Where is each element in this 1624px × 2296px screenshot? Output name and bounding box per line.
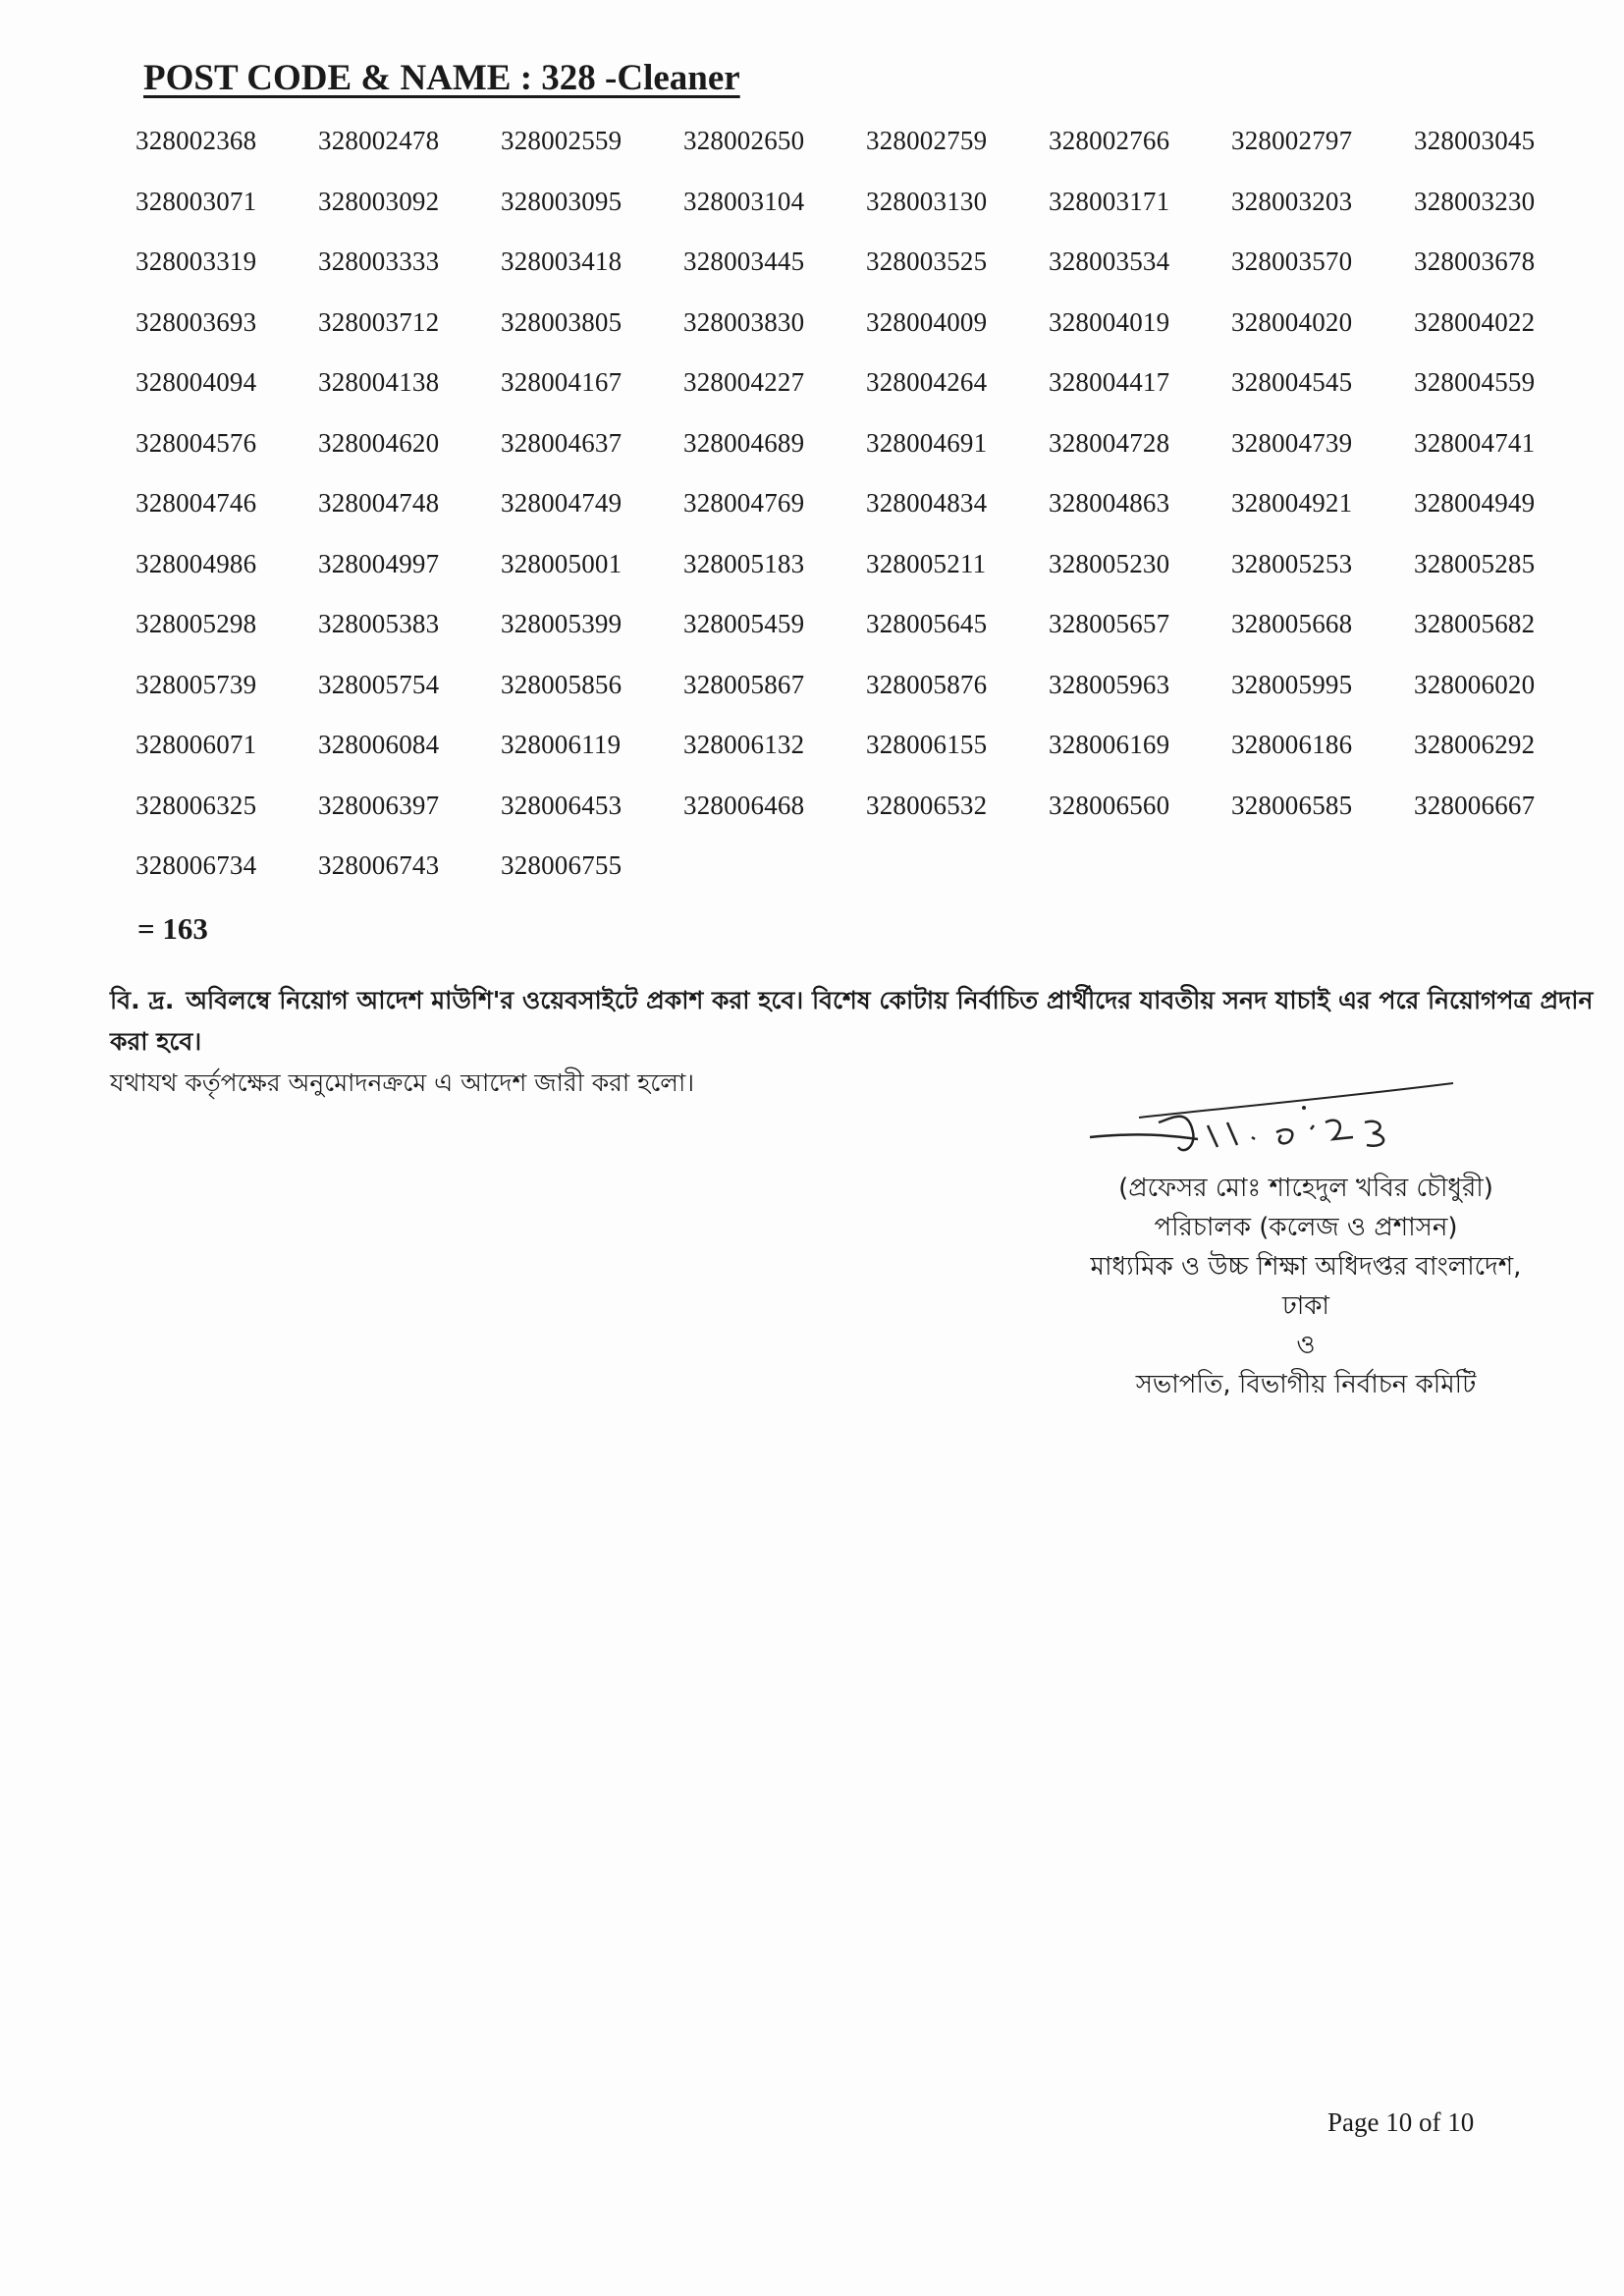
roll-number: 328006325 bbox=[135, 790, 257, 820]
roll-number: 328004020 bbox=[1231, 306, 1353, 337]
roll-number: 328002368 bbox=[135, 126, 257, 155]
roll-number: 328003805 bbox=[501, 306, 623, 337]
roll-number: 328004167 bbox=[501, 367, 623, 397]
roll-number: 328005183 bbox=[683, 548, 805, 578]
roll-number: 328003525 bbox=[866, 246, 988, 276]
roll-number: 328003319 bbox=[135, 246, 257, 276]
roll-number: 328004741 bbox=[1414, 427, 1536, 458]
roll-number: 328006020 bbox=[1414, 669, 1536, 699]
roll-number: 328005963 bbox=[1049, 669, 1170, 699]
roll-number: 328006132 bbox=[683, 730, 805, 759]
roll-number: 328003045 bbox=[1414, 126, 1536, 155]
roll-number: 328003104 bbox=[683, 186, 805, 216]
roll-number: 328004009 bbox=[866, 306, 988, 337]
roll-number: 328006397 bbox=[318, 790, 440, 820]
roll-number: 328004559 bbox=[1414, 367, 1536, 397]
roll-number: 328006667 bbox=[1414, 790, 1536, 820]
roll-number: 328006585 bbox=[1231, 790, 1353, 820]
roll-number-grid bbox=[135, 126, 1597, 911]
roll-number: 328006560 bbox=[1049, 790, 1170, 820]
roll-number: 328006734 bbox=[135, 850, 257, 880]
roll-number: 328006119 bbox=[501, 730, 622, 759]
roll-number: 328003534 bbox=[1049, 246, 1170, 276]
roll-number: 328004022 bbox=[1414, 306, 1536, 337]
roll-number: 328004728 bbox=[1049, 427, 1170, 458]
post-code-heading: POST CODE & NAME : 328 -Cleaner bbox=[143, 58, 740, 98]
roll-number: 328003095 bbox=[501, 186, 623, 216]
roll-number: 328003678 bbox=[1414, 246, 1536, 276]
roll-number: 328004637 bbox=[501, 427, 623, 458]
roll-number: 328004138 bbox=[318, 367, 440, 397]
roll-number: 328002650 bbox=[683, 126, 805, 155]
roll-number: 328005867 bbox=[683, 669, 805, 699]
roll-number: 328004689 bbox=[683, 427, 805, 458]
roll-number: 328005383 bbox=[318, 609, 440, 638]
roll-number: 328004019 bbox=[1049, 306, 1170, 337]
roll-number: 328004769 bbox=[683, 488, 805, 518]
roll-number: 328004748 bbox=[318, 488, 440, 518]
note-line-2: যথাযথ কর্তৃপক্ষের অনুমোদনক্রমে এ আদেশ জারী করা হলো। bbox=[110, 1068, 695, 1097]
roll-number: 328006468 bbox=[683, 790, 805, 820]
roll-number: 328005285 bbox=[1414, 548, 1536, 578]
roll-number: 328005399 bbox=[501, 609, 623, 638]
roll-number: 328002797 bbox=[1231, 126, 1353, 155]
roll-number: 328004863 bbox=[1049, 488, 1170, 518]
roll-number: 328003130 bbox=[866, 186, 988, 216]
roll-number: 328005645 bbox=[866, 609, 988, 638]
roll-number: 328003445 bbox=[683, 246, 805, 276]
roll-number: 328003203 bbox=[1231, 186, 1353, 216]
roll-number: 328003570 bbox=[1231, 246, 1353, 276]
roll-number: 328006755 bbox=[501, 850, 623, 880]
roll-number: 328003830 bbox=[683, 306, 805, 337]
roll-number: 328004417 bbox=[1049, 367, 1170, 397]
roll-number: 328005856 bbox=[501, 669, 623, 699]
roll-number: 328006532 bbox=[866, 790, 988, 820]
roll-number: 328006155 bbox=[866, 730, 988, 759]
roll-number: 328004227 bbox=[683, 367, 805, 397]
total-count: = 163 bbox=[137, 911, 208, 946]
roll-number: 328005298 bbox=[135, 609, 257, 638]
roll-number: 328004949 bbox=[1414, 488, 1536, 518]
handwritten-signature bbox=[1080, 1078, 1473, 1176]
note-label: বি. দ্র. bbox=[110, 986, 175, 1014]
roll-number: 328003171 bbox=[1049, 186, 1170, 216]
roll-number: 328004746 bbox=[135, 488, 257, 518]
roll-number: 328004739 bbox=[1231, 427, 1353, 458]
roll-number: 328003230 bbox=[1414, 186, 1536, 216]
roll-number: 328003071 bbox=[135, 186, 257, 216]
roll-number: 328004620 bbox=[318, 427, 440, 458]
roll-number: 328004264 bbox=[866, 367, 988, 397]
note-line-1 bbox=[110, 980, 1612, 1063]
roll-number: 328004986 bbox=[135, 548, 257, 578]
signatory-role: সভাপতি, বিভাগীয় নির্বাচন কমিটি bbox=[1135, 1370, 1477, 1399]
roll-number: 328005668 bbox=[1231, 609, 1353, 638]
roll-number: 328003418 bbox=[501, 246, 623, 276]
roll-number: 328006186 bbox=[1231, 730, 1353, 759]
roll-number: 328005459 bbox=[683, 609, 805, 638]
roll-number: 328004545 bbox=[1231, 367, 1353, 397]
roll-number: 328005682 bbox=[1414, 609, 1536, 638]
roll-number: 328005657 bbox=[1049, 609, 1170, 638]
signatory-block bbox=[1051, 1169, 1561, 1404]
note-text: অবিলম্বে নিয়োগ আদেশ মাউশি'র ওয়েবসাইটে প্রকাশ করা হবে। বিশেষ কোটায় নির্বাচিত প্রার্থীদের যাবতীয় সনদ যাচাই এর পরে নিয়োগপত্র প্রদান করা হবে। bbox=[110, 986, 1594, 1056]
roll-number: 328002759 bbox=[866, 126, 988, 155]
roll-number: 328005739 bbox=[135, 669, 257, 699]
roll-number: 328003712 bbox=[318, 306, 440, 337]
signatory-conjunction: ও bbox=[1296, 1331, 1316, 1360]
roll-number: 328003092 bbox=[318, 186, 440, 216]
roll-number: 328004576 bbox=[135, 427, 257, 458]
roll-number: 328004997 bbox=[318, 548, 440, 578]
roll-number: 328002766 bbox=[1049, 126, 1170, 155]
roll-number: 328004691 bbox=[866, 427, 988, 458]
roll-number: 328006169 bbox=[1049, 730, 1170, 759]
roll-number: 328005211 bbox=[866, 548, 987, 578]
roll-number: 328002478 bbox=[318, 126, 440, 155]
roll-number: 328006743 bbox=[318, 850, 440, 880]
roll-number: 328003693 bbox=[135, 306, 257, 337]
signatory-office: মাধ্যমিক ও উচ্চ শিক্ষা অধিদপ্তর বাংলাদেশ, bbox=[1090, 1252, 1522, 1282]
roll-number: 328004749 bbox=[501, 488, 623, 518]
signatory-designation: পরিচালক (কলেজ ও প্রশাসন) bbox=[1154, 1213, 1458, 1242]
roll-number: 328006292 bbox=[1414, 730, 1536, 759]
signatory-city: ঢাকা bbox=[1282, 1291, 1329, 1321]
page-number: Page 10 of 10 bbox=[1327, 2107, 1475, 2137]
roll-number: 328004094 bbox=[135, 367, 257, 397]
roll-number: 328005876 bbox=[866, 669, 988, 699]
roll-number: 328005230 bbox=[1049, 548, 1170, 578]
roll-number: 328005253 bbox=[1231, 548, 1353, 578]
roll-number: 328005754 bbox=[318, 669, 440, 699]
roll-number: 328006453 bbox=[501, 790, 623, 820]
roll-number: 328004834 bbox=[866, 488, 988, 518]
roll-number: 328006084 bbox=[318, 730, 440, 759]
roll-number: 328005001 bbox=[501, 548, 623, 578]
roll-number: 328004921 bbox=[1231, 488, 1353, 518]
roll-number: 328006071 bbox=[135, 730, 257, 759]
roll-number: 328005995 bbox=[1231, 669, 1353, 699]
roll-number: 328003333 bbox=[318, 246, 440, 276]
roll-number: 328002559 bbox=[501, 126, 623, 155]
signatory-name: (প্রফেসর মোঃ শাহেদুল খবির চৌধুরী) bbox=[1118, 1174, 1493, 1203]
